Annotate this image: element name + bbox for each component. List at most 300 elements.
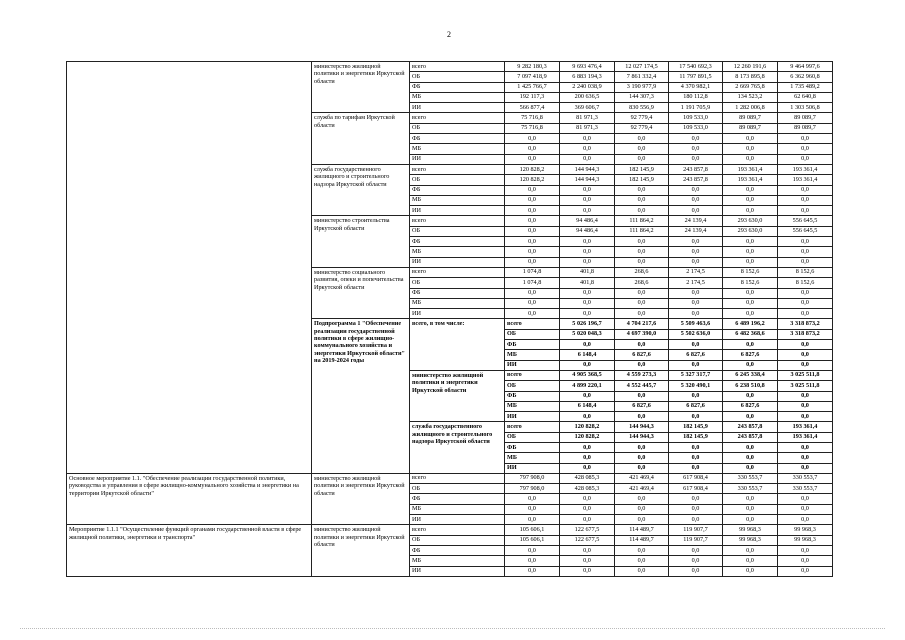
- amount-cell: 0,0: [560, 515, 615, 525]
- amount-cell: 5 509 463,6: [669, 319, 723, 329]
- amount-cell: 0,0: [560, 463, 615, 473]
- amount-cell: 0,0: [560, 237, 615, 247]
- amount-cell: 0,0: [505, 309, 560, 319]
- amount-cell: 81 971,3: [560, 123, 615, 133]
- amount-cell: 0,0: [615, 391, 669, 401]
- amount-cell: 0,0: [669, 195, 723, 205]
- amount-cell: 4 559 273,3: [615, 370, 669, 380]
- amount-cell: 428 085,3: [560, 473, 615, 483]
- amount-cell: 0,0: [723, 545, 778, 555]
- amount-cell: 6 827,6: [615, 401, 669, 411]
- funding-source-cell: всего: [410, 473, 505, 483]
- amount-cell: 0,0: [669, 391, 723, 401]
- amount-cell: 8 173 895,8: [723, 72, 778, 82]
- amount-cell: 134 523,2: [723, 92, 778, 102]
- amount-cell: 0,0: [669, 288, 723, 298]
- amount-cell: 0,0: [778, 195, 833, 205]
- amount-cell: 0,0: [778, 556, 833, 566]
- executor-cell: служба государственного жилищного и строительного надзора Иркутской области: [410, 422, 505, 473]
- amount-cell: 6 827,6: [723, 350, 778, 360]
- funding-source-cell: ОБ: [410, 226, 505, 236]
- amount-cell: 0,0: [615, 412, 669, 422]
- amount-cell: 0,0: [778, 391, 833, 401]
- program-name-cell: [67, 62, 312, 474]
- amount-cell: 144 944,3: [560, 175, 615, 185]
- amount-cell: 2 174,5: [669, 267, 723, 277]
- amount-cell: 5 327 317,7: [669, 370, 723, 380]
- amount-cell: 119 907,7: [669, 525, 723, 535]
- amount-cell: 830 556,9: [615, 103, 669, 113]
- amount-cell: 0,0: [560, 206, 615, 216]
- amount-cell: 120 828,2: [560, 422, 615, 432]
- amount-cell: 0,0: [505, 504, 560, 514]
- amount-cell: 89 089,7: [723, 113, 778, 123]
- amount-cell: 6 148,4: [560, 350, 615, 360]
- amount-cell: 0,0: [723, 298, 778, 308]
- amount-cell: 0,0: [669, 134, 723, 144]
- amount-cell: 0,0: [778, 504, 833, 514]
- amount-cell: 0,0: [669, 442, 723, 452]
- amount-cell: 0,0: [778, 185, 833, 195]
- amount-cell: 4 697 390,0: [615, 329, 669, 339]
- amount-cell: 0,0: [615, 494, 669, 504]
- amount-cell: 3 190 977,9: [615, 82, 669, 92]
- funding-source-cell: ИИ: [410, 103, 505, 113]
- amount-cell: 0,0: [505, 206, 560, 216]
- amount-cell: 0,0: [778, 350, 833, 360]
- amount-cell: 122 677,5: [560, 535, 615, 545]
- amount-cell: 6 827,6: [723, 401, 778, 411]
- amount-cell: 0,0: [560, 185, 615, 195]
- table-row: [67, 62, 833, 72]
- amount-cell: 401,8: [560, 267, 615, 277]
- amount-cell: 0,0: [560, 453, 615, 463]
- funding-source-cell: ФБ: [410, 185, 505, 195]
- funding-source-cell: ФБ: [410, 494, 505, 504]
- amount-cell: 6 362 960,8: [778, 72, 833, 82]
- executor-cell: министерство жилищной политики и энергетики Иркутской области: [410, 370, 505, 421]
- amount-cell: 1 074,8: [505, 267, 560, 277]
- amount-cell: 6 245 338,4: [723, 370, 778, 380]
- funding-source-cell: ОБ: [410, 278, 505, 288]
- amount-cell: 4 899 220,1: [560, 381, 615, 391]
- amount-cell: 0,0: [778, 206, 833, 216]
- amount-cell: 0,0: [615, 134, 669, 144]
- amount-cell: 0,0: [778, 144, 833, 154]
- funding-source-cell: ОБ: [505, 329, 560, 339]
- amount-cell: 0,0: [778, 494, 833, 504]
- funding-source-cell: ОБ: [410, 72, 505, 82]
- amount-cell: 92 779,4: [615, 113, 669, 123]
- amount-cell: 0,0: [778, 412, 833, 422]
- amount-cell: 369 606,7: [560, 103, 615, 113]
- amount-cell: 114 489,7: [615, 525, 669, 535]
- amount-cell: 193 361,4: [778, 175, 833, 185]
- amount-cell: 0,0: [723, 206, 778, 216]
- amount-cell: 92 779,4: [615, 123, 669, 133]
- amount-cell: 0,0: [615, 545, 669, 555]
- amount-cell: 0,0: [778, 288, 833, 298]
- amount-cell: 0,0: [505, 288, 560, 298]
- amount-cell: 0,0: [505, 134, 560, 144]
- amount-cell: 200 636,5: [560, 92, 615, 102]
- amount-cell: 0,0: [505, 515, 560, 525]
- amount-cell: 94 486,4: [560, 226, 615, 236]
- amount-cell: 0,0: [505, 195, 560, 205]
- amount-cell: 182 145,9: [615, 175, 669, 185]
- amount-cell: 0,0: [669, 453, 723, 463]
- funding-source-cell: ИИ: [505, 360, 560, 370]
- amount-cell: 0,0: [505, 257, 560, 267]
- executor-cell: министерство жилищной политики и энергетики Иркутской области: [312, 62, 410, 113]
- amount-cell: 556 645,5: [778, 226, 833, 236]
- amount-cell: 12 027 174,5: [615, 62, 669, 72]
- amount-cell: 243 857,8: [669, 164, 723, 174]
- amount-cell: 243 857,8: [723, 432, 778, 442]
- amount-cell: 293 630,0: [723, 216, 778, 226]
- amount-cell: 2 669 765,8: [723, 82, 778, 92]
- amount-cell: 0,0: [723, 556, 778, 566]
- amount-cell: 556 645,5: [778, 216, 833, 226]
- funding-source-cell: всего: [410, 267, 505, 277]
- amount-cell: 0,0: [615, 288, 669, 298]
- amount-cell: 0,0: [615, 515, 669, 525]
- amount-cell: 192 117,3: [505, 92, 560, 102]
- amount-cell: 0,0: [669, 257, 723, 267]
- amount-cell: 0,0: [615, 298, 669, 308]
- amount-cell: 105 606,1: [505, 525, 560, 535]
- funding-source-cell: всего: [505, 319, 560, 329]
- funding-source-cell: ФБ: [410, 134, 505, 144]
- amount-cell: 3 025 511,8: [778, 381, 833, 391]
- funding-source-cell: ИИ: [410, 257, 505, 267]
- amount-cell: 797 908,0: [505, 484, 560, 494]
- amount-cell: 1 735 489,2: [778, 82, 833, 92]
- amount-cell: 0,0: [560, 340, 615, 350]
- funding-source-cell: ИИ: [505, 412, 560, 422]
- amount-cell: 111 864,2: [615, 216, 669, 226]
- amount-cell: 268,6: [615, 267, 669, 277]
- page-bottom-border: [20, 628, 885, 630]
- amount-cell: 2 174,5: [669, 278, 723, 288]
- amount-cell: 6 148,4: [560, 401, 615, 411]
- amount-cell: 1 303 506,8: [778, 103, 833, 113]
- executor-cell: министерство жилищной политики и энергетики Иркутской области: [312, 473, 410, 524]
- amount-cell: 0,0: [615, 309, 669, 319]
- funding-source-cell: ИИ: [410, 515, 505, 525]
- table-row: [67, 525, 833, 535]
- amount-cell: 0,0: [615, 442, 669, 452]
- amount-cell: 0,0: [505, 494, 560, 504]
- amount-cell: 0,0: [778, 545, 833, 555]
- amount-cell: 0,0: [669, 340, 723, 350]
- amount-cell: 75 716,8: [505, 113, 560, 123]
- amount-cell: 0,0: [778, 298, 833, 308]
- amount-cell: 111 864,2: [615, 226, 669, 236]
- amount-cell: 0,0: [615, 257, 669, 267]
- amount-cell: 0,0: [560, 195, 615, 205]
- amount-cell: 330 553,7: [723, 484, 778, 494]
- amount-cell: 62 640,8: [778, 92, 833, 102]
- amount-cell: 94 486,4: [560, 216, 615, 226]
- amount-cell: 0,0: [669, 545, 723, 555]
- amount-cell: 0,0: [505, 545, 560, 555]
- budget-table: [66, 61, 833, 577]
- amount-cell: 0,0: [723, 412, 778, 422]
- amount-cell: 0,0: [669, 515, 723, 525]
- amount-cell: 0,0: [723, 288, 778, 298]
- amount-cell: 0,0: [723, 154, 778, 164]
- funding-source-cell: ФБ: [410, 288, 505, 298]
- executor-cell: министерство строительства Иркутской области: [312, 216, 410, 267]
- amount-cell: 0,0: [505, 216, 560, 226]
- amount-cell: 193 361,4: [723, 164, 778, 174]
- amount-cell: 0,0: [669, 463, 723, 473]
- amount-cell: 0,0: [723, 515, 778, 525]
- amount-cell: 89 089,7: [778, 113, 833, 123]
- funding-source-cell: МБ: [505, 453, 560, 463]
- executor-cell: министерство жилищной политики и энергетики Иркутской области: [312, 525, 410, 576]
- amount-cell: 0,0: [778, 442, 833, 452]
- amount-cell: 0,0: [505, 566, 560, 576]
- funding-source-cell: МБ: [410, 247, 505, 257]
- amount-cell: 5 502 636,0: [669, 329, 723, 339]
- amount-cell: 0,0: [669, 154, 723, 164]
- amount-cell: 99 968,3: [778, 525, 833, 535]
- amount-cell: 6 482 368,6: [723, 329, 778, 339]
- amount-cell: 401,8: [560, 278, 615, 288]
- amount-cell: 0,0: [505, 556, 560, 566]
- amount-cell: 0,0: [560, 412, 615, 422]
- amount-cell: 7 861 332,4: [615, 72, 669, 82]
- amount-cell: 330 553,7: [778, 484, 833, 494]
- amount-cell: 0,0: [778, 515, 833, 525]
- amount-cell: 8 152,6: [723, 278, 778, 288]
- amount-cell: 6 489 196,2: [723, 319, 778, 329]
- amount-cell: 0,0: [723, 134, 778, 144]
- amount-cell: 3 025 511,8: [778, 370, 833, 380]
- amount-cell: 0,0: [723, 566, 778, 576]
- amount-cell: 182 145,9: [669, 432, 723, 442]
- amount-cell: 75 716,8: [505, 123, 560, 133]
- funding-source-cell: МБ: [410, 556, 505, 566]
- funding-source-cell: всего: [410, 525, 505, 535]
- funding-source-cell: МБ: [410, 195, 505, 205]
- amount-cell: 0,0: [669, 556, 723, 566]
- amount-cell: 0,0: [723, 195, 778, 205]
- funding-source-cell: МБ: [410, 144, 505, 154]
- amount-cell: 6 827,6: [615, 350, 669, 360]
- amount-cell: 105 606,1: [505, 535, 560, 545]
- amount-cell: 1 425 766,7: [505, 82, 560, 92]
- amount-cell: 0,0: [778, 237, 833, 247]
- amount-cell: 0,0: [723, 257, 778, 267]
- amount-cell: 268,6: [615, 278, 669, 288]
- amount-cell: 182 145,9: [615, 164, 669, 174]
- funding-source-cell: МБ: [410, 298, 505, 308]
- amount-cell: 0,0: [723, 463, 778, 473]
- funding-source-cell: ИИ: [410, 309, 505, 319]
- amount-cell: 5 320 490,1: [669, 381, 723, 391]
- amount-cell: 243 857,8: [723, 422, 778, 432]
- amount-cell: 0,0: [505, 154, 560, 164]
- amount-cell: 0,0: [778, 463, 833, 473]
- amount-cell: 193 361,4: [778, 164, 833, 174]
- funding-source-cell: ФБ: [410, 82, 505, 92]
- amount-cell: 119 907,7: [669, 535, 723, 545]
- amount-cell: 89 089,7: [778, 123, 833, 133]
- amount-cell: 114 489,7: [615, 535, 669, 545]
- amount-cell: 0,0: [615, 453, 669, 463]
- amount-cell: 0,0: [560, 144, 615, 154]
- amount-cell: 144 307,3: [615, 92, 669, 102]
- amount-cell: 0,0: [505, 298, 560, 308]
- amount-cell: 3 318 873,2: [778, 329, 833, 339]
- amount-cell: 0,0: [778, 154, 833, 164]
- amount-cell: 0,0: [669, 412, 723, 422]
- amount-cell: 0,0: [615, 237, 669, 247]
- amount-cell: 0,0: [669, 185, 723, 195]
- funding-source-cell: МБ: [410, 504, 505, 514]
- funding-source-cell: ФБ: [410, 237, 505, 247]
- amount-cell: 0,0: [669, 237, 723, 247]
- amount-cell: 0,0: [560, 556, 615, 566]
- amount-cell: 0,0: [723, 391, 778, 401]
- amount-cell: 9 693 476,4: [560, 62, 615, 72]
- amount-cell: 0,0: [615, 360, 669, 370]
- funding-source-cell: всего: [505, 370, 560, 380]
- amount-cell: 9 282 180,3: [505, 62, 560, 72]
- funding-source-cell: ИИ: [410, 566, 505, 576]
- amount-cell: 81 971,3: [560, 113, 615, 123]
- amount-cell: 0,0: [560, 504, 615, 514]
- amount-cell: 0,0: [723, 453, 778, 463]
- amount-cell: 9 464 997,6: [778, 62, 833, 72]
- amount-cell: 0,0: [778, 360, 833, 370]
- amount-cell: 7 097 418,9: [505, 72, 560, 82]
- amount-cell: 0,0: [778, 134, 833, 144]
- amount-cell: 0,0: [723, 144, 778, 154]
- amount-cell: 99 968,3: [723, 525, 778, 535]
- amount-cell: 0,0: [669, 206, 723, 216]
- funding-source-cell: МБ: [505, 401, 560, 411]
- executor-cell: всего, в том числе:: [410, 319, 505, 370]
- funding-source-cell: всего: [410, 164, 505, 174]
- amount-cell: 0,0: [669, 360, 723, 370]
- amount-cell: 0,0: [723, 309, 778, 319]
- amount-cell: 89 089,7: [723, 123, 778, 133]
- amount-cell: 0,0: [669, 566, 723, 576]
- amount-cell: 0,0: [615, 185, 669, 195]
- amount-cell: 1 191 705,9: [669, 103, 723, 113]
- amount-cell: 4 370 982,1: [669, 82, 723, 92]
- amount-cell: 0,0: [778, 340, 833, 350]
- amount-cell: 24 139,4: [669, 216, 723, 226]
- amount-cell: 0,0: [669, 247, 723, 257]
- amount-cell: 8 152,6: [778, 267, 833, 277]
- amount-cell: 99 968,3: [723, 535, 778, 545]
- amount-cell: 0,0: [723, 237, 778, 247]
- funding-source-cell: ИИ: [505, 463, 560, 473]
- amount-cell: 182 145,9: [669, 422, 723, 432]
- amount-cell: 0,0: [560, 154, 615, 164]
- executor-cell: служба государственного жилищного и строительного надзора Иркутской области: [312, 164, 410, 215]
- amount-cell: 0,0: [669, 309, 723, 319]
- amount-cell: 243 857,8: [669, 175, 723, 185]
- amount-cell: 12 260 191,6: [723, 62, 778, 72]
- amount-cell: 0,0: [723, 360, 778, 370]
- amount-cell: 0,0: [560, 134, 615, 144]
- amount-cell: 99 968,3: [778, 535, 833, 545]
- amount-cell: 0,0: [560, 309, 615, 319]
- amount-cell: 0,0: [778, 257, 833, 267]
- funding-source-cell: МБ: [410, 92, 505, 102]
- funding-source-cell: ИИ: [410, 206, 505, 216]
- amount-cell: 330 553,7: [778, 473, 833, 483]
- funding-source-cell: ФБ: [505, 340, 560, 350]
- amount-cell: 421 469,4: [615, 473, 669, 483]
- amount-cell: 0,0: [723, 504, 778, 514]
- amount-cell: 0,0: [778, 401, 833, 411]
- amount-cell: 0,0: [723, 185, 778, 195]
- amount-cell: 144 944,3: [560, 164, 615, 174]
- amount-cell: 0,0: [615, 340, 669, 350]
- amount-cell: 8 152,6: [723, 267, 778, 277]
- amount-cell: 0,0: [505, 247, 560, 257]
- amount-cell: 1 074,8: [505, 278, 560, 288]
- amount-cell: 0,0: [778, 453, 833, 463]
- amount-cell: 1 282 006,8: [723, 103, 778, 113]
- amount-cell: 6 883 194,3: [560, 72, 615, 82]
- amount-cell: 0,0: [615, 144, 669, 154]
- amount-cell: 0,0: [669, 504, 723, 514]
- amount-cell: 0,0: [505, 144, 560, 154]
- amount-cell: 0,0: [615, 206, 669, 216]
- amount-cell: 4 552 445,7: [615, 381, 669, 391]
- funding-source-cell: ИИ: [410, 154, 505, 164]
- amount-cell: 144 944,3: [615, 422, 669, 432]
- amount-cell: 0,0: [615, 195, 669, 205]
- amount-cell: 0,0: [615, 566, 669, 576]
- amount-cell: 0,0: [560, 566, 615, 576]
- funding-source-cell: ОБ: [410, 175, 505, 185]
- amount-cell: 0,0: [723, 442, 778, 452]
- amount-cell: 0,0: [615, 463, 669, 473]
- amount-cell: 0,0: [723, 247, 778, 257]
- program-name-cell: Мероприятие 1.1.1 "Осуществление функций органами государственной власти в сфере жилищной политики, энергетики и транспорта": [67, 525, 312, 576]
- amount-cell: 5 020 048,3: [560, 329, 615, 339]
- amount-cell: 0,0: [505, 226, 560, 236]
- amount-cell: 120 828,2: [560, 432, 615, 442]
- amount-cell: 566 877,4: [505, 103, 560, 113]
- amount-cell: 17 540 692,3: [669, 62, 723, 72]
- amount-cell: 0,0: [560, 545, 615, 555]
- amount-cell: 4 704 217,6: [615, 319, 669, 329]
- amount-cell: 6 238 510,8: [723, 381, 778, 391]
- amount-cell: 0,0: [505, 237, 560, 247]
- funding-source-cell: всего: [505, 422, 560, 432]
- amount-cell: 11 797 891,5: [669, 72, 723, 82]
- amount-cell: 617 908,4: [669, 484, 723, 494]
- executor-cell: служба по тарифам Иркутской области: [312, 113, 410, 164]
- amount-cell: 120 828,2: [505, 175, 560, 185]
- amount-cell: 0,0: [560, 360, 615, 370]
- amount-cell: 0,0: [723, 494, 778, 504]
- amount-cell: 0,0: [669, 298, 723, 308]
- amount-cell: 0,0: [615, 556, 669, 566]
- amount-cell: 24 139,4: [669, 226, 723, 236]
- table-row: [67, 473, 833, 483]
